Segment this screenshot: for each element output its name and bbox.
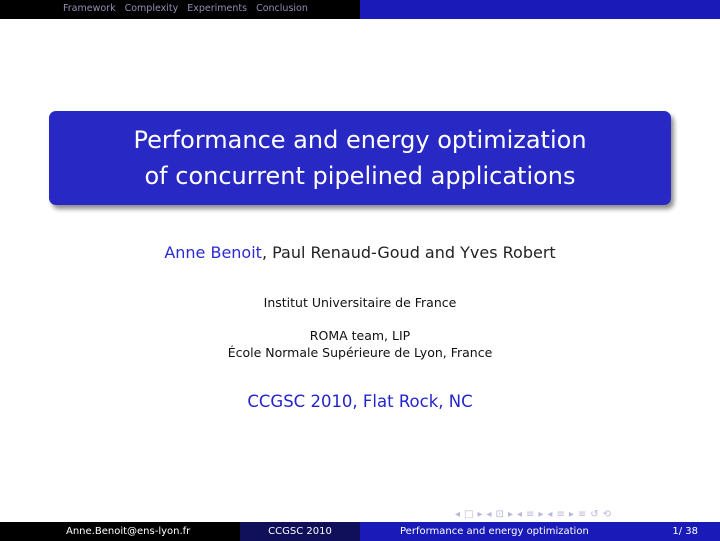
affiliation-1: Institut Universitaire de France bbox=[263, 295, 457, 310]
frame-icon[interactable]: □ bbox=[464, 508, 474, 520]
affiliation-3: École Normale Supérieure de Lyon, France bbox=[227, 345, 493, 360]
authors bbox=[0, 243, 720, 262]
section-nav bbox=[63, 3, 308, 17]
conference-name: CCGSC 2010, Flat Rock, NC bbox=[247, 392, 473, 411]
footer-event-label: CCGSC 2010 bbox=[268, 526, 332, 537]
footer-title bbox=[360, 522, 720, 541]
title-line-1: Performance and energy optimization bbox=[133, 126, 587, 154]
footer-event bbox=[240, 522, 360, 541]
nav-next-subsection-icon[interactable]: ▸ bbox=[507, 508, 513, 520]
section-icon[interactable]: ≡ bbox=[526, 508, 535, 520]
search-icon[interactable]: ↺ bbox=[590, 508, 599, 520]
nav-framework[interactable]: Framework bbox=[63, 3, 116, 14]
presenting-author: Anne Benoit bbox=[164, 243, 262, 262]
nav-complexity[interactable]: Complexity bbox=[124, 3, 179, 14]
footer-bar bbox=[0, 522, 720, 541]
nav-prev-doc-icon[interactable]: ◂ bbox=[547, 508, 553, 520]
undo-icon[interactable]: ⟲ bbox=[602, 508, 612, 520]
title-line-2: of concurrent pipelined applications bbox=[144, 162, 576, 190]
page-number: 1/ 38 bbox=[672, 526, 698, 537]
affiliation-2: ROMA team, LIP bbox=[309, 328, 411, 343]
nav-conclusion[interactable]: Conclusion bbox=[256, 3, 308, 14]
nav-prev-subsection-icon[interactable]: ◂ bbox=[486, 508, 492, 520]
footer-short-title: Performance and energy optimization bbox=[400, 526, 589, 537]
nav-next-doc-icon[interactable]: ▸ bbox=[568, 508, 574, 520]
co-authors: , Paul Renaud-Goud and Yves Robert bbox=[261, 243, 556, 262]
subsection-icon[interactable]: ⊡ bbox=[495, 508, 504, 520]
nav-next-section-icon[interactable]: ▸ bbox=[538, 508, 544, 520]
nav-next-frame-icon[interactable]: ▸ bbox=[477, 508, 483, 520]
nav-prev-section-icon[interactable]: ◂ bbox=[516, 508, 522, 520]
title-block bbox=[49, 111, 671, 205]
top-navigation-bar bbox=[0, 0, 720, 19]
nav-prev-frame-icon[interactable]: ◂ bbox=[455, 508, 461, 520]
footer-email: Anne.Benoit@ens-lyon.fr bbox=[66, 526, 191, 537]
footer-author bbox=[0, 522, 240, 541]
document-icon[interactable]: ≡ bbox=[556, 508, 565, 520]
nav-experiments[interactable]: Experiments bbox=[187, 3, 248, 14]
align-icon[interactable]: ≡ bbox=[577, 508, 587, 520]
beamer-navigation-symbols bbox=[455, 507, 611, 521]
